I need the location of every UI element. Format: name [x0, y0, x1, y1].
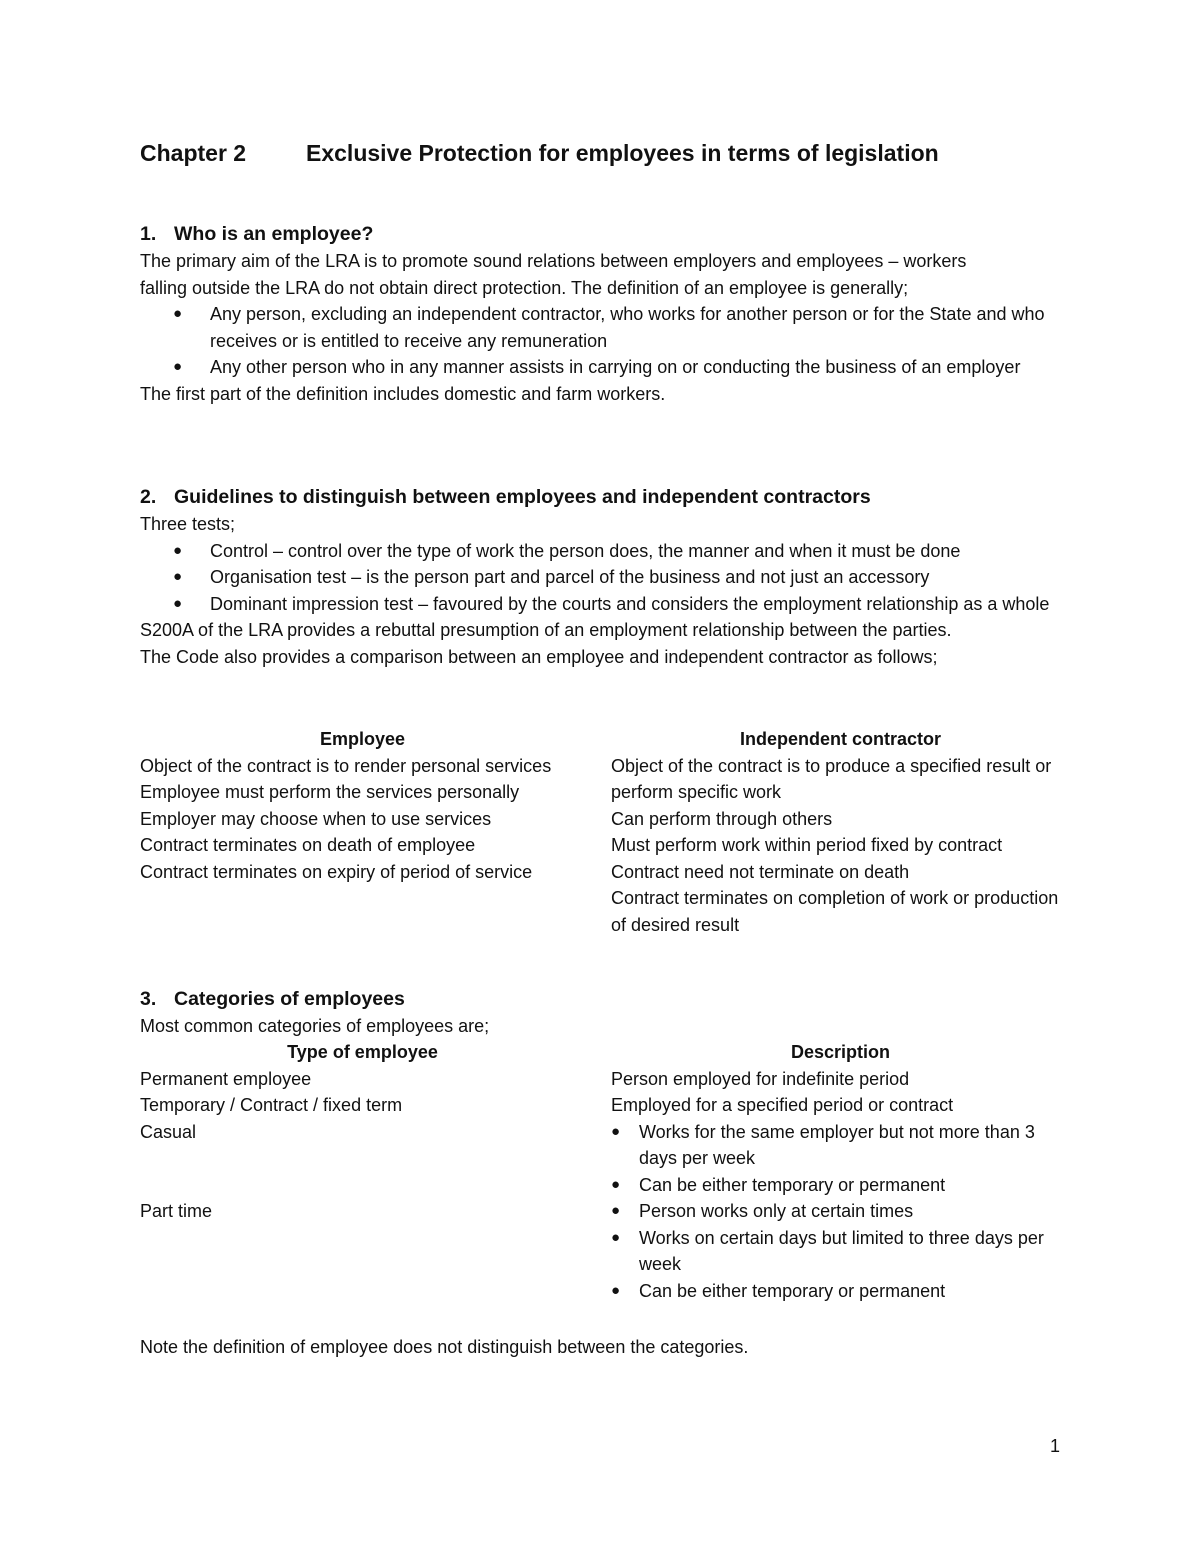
table-cell: Contract terminates on expiry of period of service	[140, 861, 533, 882]
type-heading: Type of employee	[287, 1042, 438, 1062]
contractor-column	[611, 726, 1070, 938]
section-2-intro: Three tests;	[140, 514, 236, 534]
description-column	[611, 1039, 1070, 1304]
section-1-closing: The first part of the definition includes domestic and farm workers.	[140, 383, 666, 404]
section-1-intro-line: The primary aim of the LRA is to promote sound relations between employers and employees – workers	[140, 251, 967, 271]
list-item: ● Dominant impression test – favoured by the courts and considers the employment relationship as a whole	[140, 591, 1070, 618]
parttime-bullets	[611, 1198, 1070, 1304]
section-3-intro: Most common categories of employees are;	[140, 1016, 490, 1036]
bullet-icon: ●	[173, 541, 183, 559]
casual-bullets	[611, 1119, 1070, 1199]
table-cell: Temporary / Contract / fixed term	[140, 1095, 403, 1115]
section-3-note	[140, 1334, 1070, 1361]
table-cell: Object of the contract is to render personal services	[140, 755, 552, 776]
bullet-icon: ●	[611, 1122, 621, 1140]
section-1-intro-line: falling outside the LRA do not obtain direct protection. The definition of an employee is generally;	[140, 277, 909, 298]
table-cell: Employer may choose when to use services	[140, 808, 492, 829]
table-cell: Object of the contract is to produce a specified result or perform specific work	[611, 755, 1052, 802]
bullet-icon: ●	[173, 568, 183, 585]
table-cell: Permanent employee	[140, 1068, 312, 1089]
table-cell: Contract need not terminate on death	[611, 861, 910, 882]
bullet-icon: ●	[173, 305, 183, 322]
section-2	[140, 483, 1070, 670]
list-item: ● Works for the same employer but not more than 3 days per week	[611, 1119, 1070, 1172]
employee-column	[140, 726, 585, 885]
employee-heading: Employee	[319, 729, 406, 749]
section-1	[140, 220, 1070, 407]
table-cell: Must perform work within period fixed by contract	[611, 835, 1003, 855]
bullet-icon: ●	[173, 594, 183, 612]
list-item: ● Control – control over the type of work the person does, the manner and when it must be done	[140, 538, 1070, 565]
bullet-icon: ●	[611, 1281, 621, 1299]
chapter-label: Chapter 2	[140, 140, 247, 166]
list-item: ● Any person, excluding an independent contractor, who works for another person or for the State and who receives or is entitled to receive any remuneration	[140, 301, 1070, 354]
table-cell: Can perform through others	[611, 808, 833, 829]
chapter-title	[140, 140, 939, 167]
description-heading: Description	[790, 1042, 891, 1062]
section-2-bullets	[140, 538, 1070, 618]
table-cell: Contract terminates on death of employee	[140, 835, 476, 855]
section-2-after-line: The Code also provides a comparison between an employee and independent contractor as follows;	[140, 646, 938, 667]
table-cell: Employed for a specified period or contract	[611, 1095, 954, 1115]
bullet-icon: ●	[611, 1228, 621, 1246]
page-number: 1	[1050, 1436, 1061, 1456]
table-cell: Contract terminates on completion of work or production of desired result	[611, 888, 1059, 935]
section-3	[140, 985, 1070, 1040]
list-item: ● Person works only at certain times	[611, 1198, 1070, 1225]
section-2-after-line: S200A of the LRA provides a rebuttal presumption of an employment relationship between the parties.	[140, 620, 952, 640]
contractor-heading: Independent contractor	[739, 729, 941, 749]
chapter-heading: Exclusive Protection for employees in terms of legislation	[306, 140, 939, 166]
section-3-heading: 3. Categories of employees	[140, 988, 405, 1010]
list-item: ● Can be either temporary or permanent	[611, 1278, 1070, 1305]
table-cell: Casual	[140, 1121, 197, 1142]
list-item: ● Any other person who in any manner assists in carrying on or conducting the business of an employer	[140, 354, 1070, 381]
list-item: ● Organisation test – is the person part and parcel of the business and not just an accessory	[140, 564, 1070, 591]
bullet-icon: ●	[611, 1202, 621, 1219]
bullet-icon: ●	[611, 1175, 621, 1193]
section-1-heading: 1. Who is an employee?	[140, 223, 374, 245]
list-item: ● Works on certain days but limited to three days per week	[611, 1225, 1070, 1278]
section-1-bullets	[140, 301, 1070, 381]
list-item: ● Can be either temporary or permanent	[611, 1172, 1070, 1199]
section-2-heading: 2. Guidelines to distinguish between employees and independent contractors	[140, 486, 871, 508]
table-cell: Part time	[140, 1201, 213, 1221]
table-cell: Person employed for indefinite period	[611, 1068, 910, 1089]
table-cell: Employee must perform the services personally	[140, 782, 520, 802]
bullet-icon: ●	[173, 358, 183, 375]
note-text: Note the definition of employee does not distinguish between the categories.	[140, 1337, 749, 1357]
type-column	[140, 1039, 585, 1225]
